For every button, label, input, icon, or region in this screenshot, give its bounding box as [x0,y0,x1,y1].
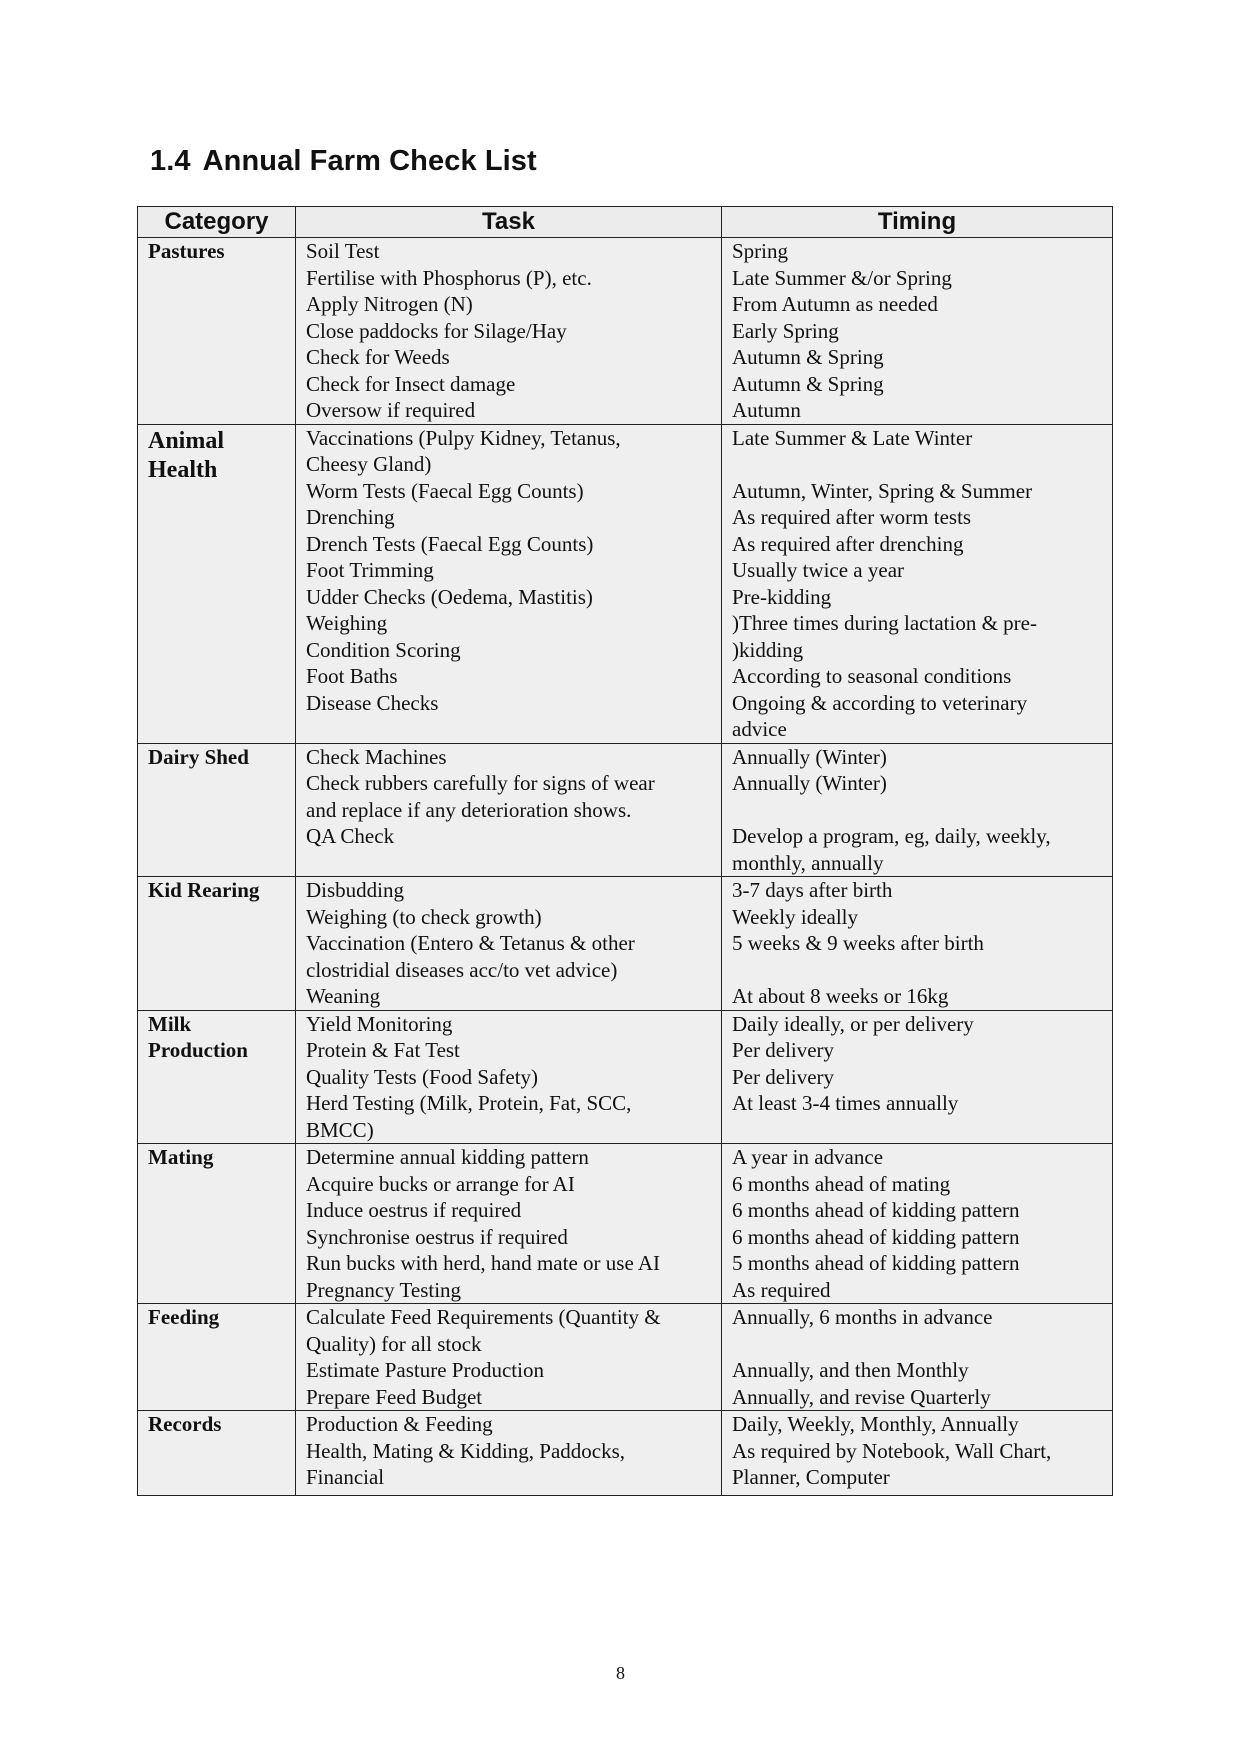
timing-line: Annually (Winter) [732,744,887,769]
task-line: Condition Scoring [306,637,461,662]
task-line: Vaccination (Entero & Tetanus & other [306,931,635,955]
timing-line: A year in advance [732,1145,884,1169]
task-line: Check Machines [306,744,447,769]
task-line: Drenching [306,505,395,529]
task-cell [296,1144,722,1304]
page-number: 8 [616,1663,625,1683]
timing-line: 6 months ahead of kidding pattern [732,1224,1020,1249]
task-cell [296,1304,722,1411]
category-cell [138,743,296,877]
category-cell [138,238,296,425]
timing-line: Annually, and revise Quarterly [732,1384,991,1409]
task-cell [296,1411,722,1496]
task-line: Run bucks with herd, hand mate or use AI [306,1251,661,1275]
category-label: Production [148,1038,248,1062]
category-cell [138,1304,296,1411]
task-line: Quality Tests (Food Safety) [306,1064,539,1089]
timing-line: monthly, annually [732,850,884,875]
table-row [138,238,1113,425]
task-line: Fertilise with Phosphorus (P), etc. [306,265,592,290]
timing-line: Annually (Winter) [732,771,887,795]
category-cell [138,877,296,1011]
task-line: Prepare Feed Budget [306,1384,483,1409]
category-label: Health [148,456,218,483]
task-line: Protein & Fat Test [306,1038,460,1062]
timing-line: Early Spring [732,318,839,343]
timing-line: Weekly ideally [732,904,859,929]
task-line: Disease Checks [306,690,439,715]
table-body [138,238,1113,1496]
task-line: Calculate Feed Requirements (Quantity & [306,1305,661,1329]
timing-line: )Three times during lactation & pre- [732,611,1037,635]
timing-line: Late Summer & Late Winter [732,425,973,450]
page-heading [150,145,537,178]
category-cell [138,1010,296,1144]
category-cell [138,1144,296,1304]
timing-cell [722,238,1113,425]
category-label: Records [148,1412,222,1436]
task-line: Drench Tests (Faecal Egg Counts) [306,531,594,556]
timing-line: 3-7 days after birth [732,878,893,902]
category-cell [138,424,296,743]
timing-line: From Autumn as needed [732,292,938,316]
timing-cell [722,1411,1113,1496]
timing-line: Autumn & Spring [732,371,884,396]
timing-line: As required after worm tests [732,505,972,529]
task-line: clostridial diseases acc/to vet advice) [306,957,618,982]
task-line: Oversow if required [306,398,476,422]
category-label: Pastures [148,239,225,263]
category-label: Milk [148,1011,192,1036]
timing-line: Develop a program, eg, daily, weekly, [732,824,1051,848]
timing-cell [722,424,1113,743]
table-row [138,1411,1113,1496]
task-line: Synchronise oestrus if required [306,1224,568,1249]
task-line: Pregnancy Testing [306,1277,462,1302]
timing-line: Annually, and then Monthly [732,1358,969,1382]
timing-line: Daily, Weekly, Monthly, Annually [732,1412,1019,1436]
timing-spacer [732,1331,1104,1358]
task-cell [296,238,722,425]
task-line: Yield Monitoring [306,1011,453,1036]
table-row [138,1010,1113,1144]
task-line: Close paddocks for Silage/Hay [306,318,567,343]
header-row [138,207,1113,238]
timing-line: advice [732,717,787,741]
table-row [138,1304,1113,1411]
timing-line: Daily ideally, or per delivery [732,1011,974,1036]
task-line: and replace if any deterioration shows. [306,797,632,822]
table-row [138,424,1113,743]
timing-line: At least 3-4 times annually [732,1091,959,1115]
table-row [138,1144,1113,1304]
task-line: Induce oestrus if required [306,1198,522,1222]
task-line: Cheesy Gland) [306,452,432,476]
timing-line: Autumn [732,398,801,422]
task-line: Foot Baths [306,664,398,688]
task-line: Vaccinations (Pulpy Kidney, Tetanus, [306,425,621,450]
timing-line: As required by Notebook, Wall Chart, [732,1438,1052,1463]
task-line: Worm Tests (Faecal Egg Counts) [306,478,584,503]
category-label: Mating [148,1145,214,1169]
task-cell [296,877,722,1011]
task-line: Production & Feeding [306,1412,493,1436]
task-cell [296,424,722,743]
timing-line: As required [732,1277,831,1302]
task-line: Determine annual kidding pattern [306,1145,589,1169]
table-row [138,877,1113,1011]
farm-checklist-table [137,206,1113,1496]
task-cell [296,1010,722,1144]
task-line: Check rubbers carefully for signs of wear [306,771,655,795]
category-label: Animal [148,427,225,454]
task-line: Check for Weeds [306,345,450,369]
header-timing: Timing [722,207,1113,238]
timing-line: Spring [732,239,789,263]
task-line: Weaning [306,984,381,1008]
header-category: Category [138,207,296,238]
task-cell [296,743,722,877]
category-label: Feeding [148,1305,220,1329]
task-line: BMCC) [306,1117,374,1142]
timing-line: Per delivery [732,1038,835,1062]
timing-line: According to seasonal conditions [732,664,1012,688]
timing-spacer [732,957,1104,984]
task-line: Estimate Pasture Production [306,1358,544,1382]
timing-cell [722,743,1113,877]
timing-spacer [732,797,1104,824]
timing-line: Pre-kidding [732,584,832,609]
task-line: Foot Trimming [306,558,434,582]
timing-line: 6 months ahead of kidding pattern [732,1198,1020,1222]
timing-line: At about 8 weeks or 16kg [732,984,949,1008]
task-line: Quality) for all stock [306,1331,482,1356]
task-line: Financial [306,1465,385,1489]
timing-line: Per delivery [732,1064,835,1089]
timing-line: Annually, 6 months in advance [732,1305,993,1329]
timing-line: Autumn, Winter, Spring & Summer [732,478,1033,503]
category-cell [138,1411,296,1496]
table-row [138,743,1113,877]
timing-line: Usually twice a year [732,558,905,582]
timing-line: 5 weeks & 9 weeks after birth [732,931,984,955]
timing-line: 5 months ahead of kidding pattern [732,1251,1020,1275]
timing-line: Autumn & Spring [732,345,884,369]
task-line: Soil Test [306,239,380,263]
task-line: Udder Checks (Oedema, Mastitis) [306,584,593,609]
timing-line: Planner, Computer [732,1465,890,1489]
section-number: 1.4 [150,145,191,177]
timing-line: 6 months ahead of mating [732,1171,951,1196]
category-label: Dairy Shed [148,744,249,769]
task-line: Weighing [306,611,388,635]
section-title: Annual Farm Check List [202,145,537,177]
timing-line: Late Summer &/or Spring [732,265,952,290]
timing-cell [722,1010,1113,1144]
timing-line: )kidding [732,637,804,662]
timing-spacer [732,451,1104,478]
timing-cell [722,1144,1113,1304]
timing-cell [722,877,1113,1011]
timing-cell [722,1304,1113,1411]
task-line: Health, Mating & Kidding, Paddocks, [306,1438,626,1463]
task-line: Weighing (to check growth) [306,904,542,929]
timing-line: As required after drenching [732,531,964,556]
task-line: QA Check [306,824,395,848]
task-line: Apply Nitrogen (N) [306,292,473,316]
header-task: Task [296,207,722,238]
task-line: Check for Insect damage [306,371,516,396]
task-line: Acquire bucks or arrange for AI [306,1171,575,1196]
timing-line: Ongoing & according to veterinary [732,690,1028,715]
category-label: Kid Rearing [148,878,260,902]
task-line: Herd Testing (Milk, Protein, Fat, SCC, [306,1091,632,1115]
task-line: Disbudding [306,878,405,902]
